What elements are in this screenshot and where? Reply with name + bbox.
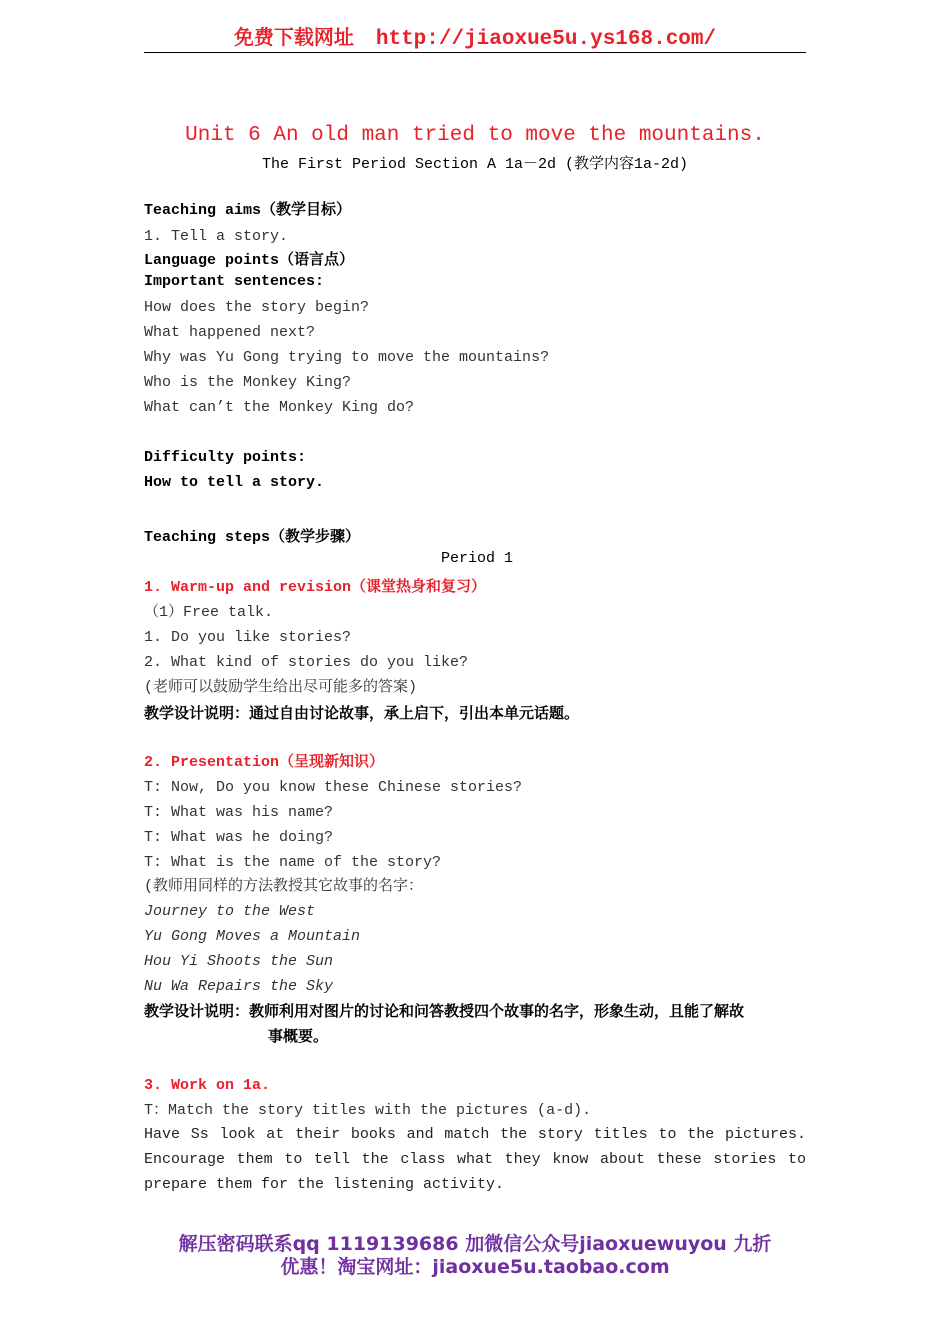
- sentence-item: Who is the Monkey King?: [144, 374, 352, 391]
- header-label: 免费下载网址: [233, 25, 354, 49]
- language-points-heading: Language points（语言点）: [144, 252, 355, 269]
- sentence-item: What can’t the Monkey King do?: [144, 399, 415, 416]
- warmup-design-note: 教学设计说明：通过自由讨论故事，承上启下，引出本单元话题。: [144, 704, 580, 722]
- document-subtitle: The First Period Section A 1a－2d (教学内容1a-2d): [261, 156, 689, 173]
- presentation-line: T: Now, Do you know these Chinese stories?: [144, 779, 523, 796]
- presentation-line: T: What is the name of the story?: [144, 854, 442, 871]
- warmup-line: (老师可以鼓励学生给出尽可能多的答案): [144, 679, 418, 696]
- work-paragraph: Have Ss look at their books and match the story titles to the pictures. Encourage them to tell the class what they know about these stories to prepare them for the listening activity.: [144, 1126, 806, 1193]
- teaching-aims-item: 1. Tell a story.: [144, 228, 289, 245]
- warmup-line: 1. Do you like stories?: [144, 629, 352, 646]
- document-title: Unit 6 An old man tried to move the mountains.: [185, 124, 765, 147]
- header-url-link[interactable]: http://jiaoxue5u.ys168.com/: [375, 28, 717, 51]
- sentence-item: What happened next?: [144, 324, 316, 341]
- teaching-aims-heading: Teaching aims（教学目标）: [144, 202, 352, 219]
- sentence-item: Why was Yu Gong trying to move the mountains?: [144, 349, 550, 366]
- presentation-design-note: 教学设计说明：教师利用对图片的讨论和问答教授四个故事的名字，形象生动，且能了解故: [144, 1002, 745, 1020]
- warmup-heading: 1. Warm-up and revision（课堂热身和复习）: [144, 579, 487, 596]
- warmup-line: （1）Free talk.: [144, 604, 274, 621]
- story-title: Yu Gong Moves a Mountain: [144, 928, 361, 945]
- difficulty-points-heading: Difficulty points:: [144, 449, 307, 466]
- footer-line-2: 优惠！淘宝网址：jiaoxue5u.taobao.com: [280, 1256, 670, 1278]
- presentation-line: T: What was his name?: [144, 804, 334, 821]
- footer-line-1: 解压密码联系qq 1119139686 加微信公众号jiaoxuewuyou 九折: [178, 1233, 772, 1255]
- presentation-line: T: What was he doing?: [144, 829, 334, 846]
- period-label: Period 1: [441, 550, 514, 567]
- teaching-steps-heading: Teaching steps（教学步骤）: [144, 529, 361, 546]
- important-sentences-heading: Important sentences:: [144, 273, 325, 290]
- warmup-line: 2. What kind of stories do you like?: [144, 654, 469, 671]
- story-title: Journey to the West: [144, 903, 316, 920]
- presentation-heading: 2. Presentation（呈现新知识）: [144, 754, 385, 771]
- difficulty-points-text: How to tell a story.: [144, 474, 325, 491]
- sentence-item: How does the story begin?: [144, 299, 370, 316]
- presentation-line: (教师用同样的方法教授其它故事的名字：: [144, 878, 424, 895]
- page-header: [144, 22, 806, 53]
- work-heading: 3. Work on 1a.: [144, 1077, 271, 1094]
- story-title: Nu Wa Repairs the Sky: [144, 978, 334, 995]
- work-line: T：Match the story titles with the pictures (a-d).: [144, 1102, 592, 1119]
- presentation-design-note-continued: 事概要。: [268, 1027, 329, 1045]
- story-title: Hou Yi Shoots the Sun: [144, 953, 334, 970]
